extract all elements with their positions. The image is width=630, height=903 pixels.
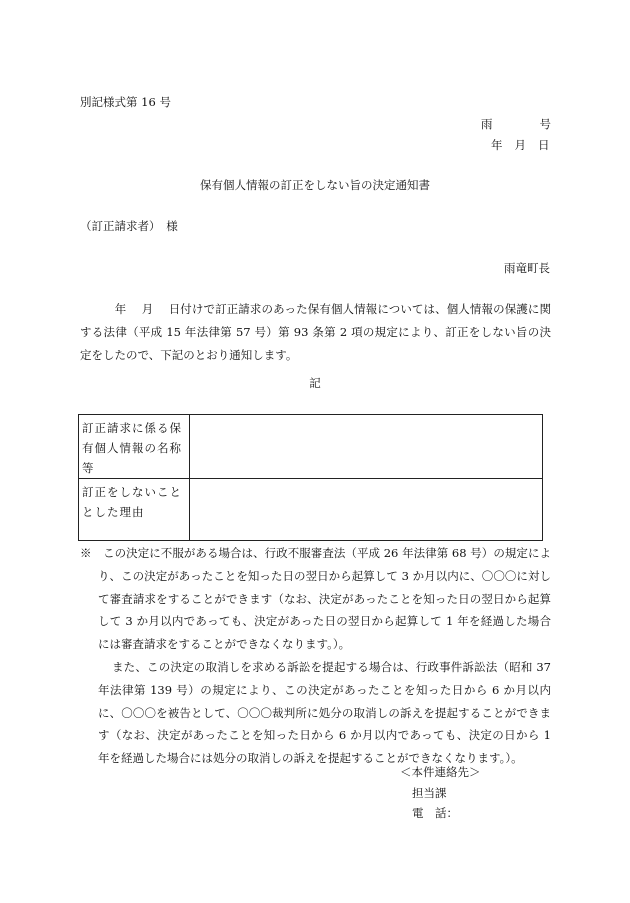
table-row <box>79 415 543 479</box>
document-title: 保有個人情報の訂正をしない旨の決定通知書 <box>200 178 430 192</box>
note-lawsuit: また、この決定の取消しを求める訴訟を提起する場合は、行政事件訴訟法（昭和 37 年法律第 139 号）の規定により、この決定があったことを知った日から 6 か月以内に、〇〇〇を被告として、〇〇〇裁判所に処分の取消しの訴えを提起することができます（なお、決定があったことを知った日から 6 か月以内であっても、決定の日から 1 年を経過した場合には処分の取消しの訴えを提起することができなくなります。）。 <box>98 659 551 766</box>
date-day-label: 日 <box>538 138 550 152</box>
contact-block <box>400 762 481 824</box>
notes-section <box>80 542 551 770</box>
date-year-label: 年 <box>491 138 503 152</box>
contact-department: 担当課 <box>412 785 447 800</box>
issuer: 雨竜町長 <box>504 261 550 275</box>
row1-value <box>190 415 543 479</box>
addressee: （訂正請求者） 様 <box>80 219 178 233</box>
info-table <box>78 414 543 541</box>
row2-value <box>190 479 543 541</box>
reference-prefix: 雨 <box>481 117 493 131</box>
ki-heading: 記 <box>309 376 321 390</box>
row2-label: 訂正をしないこととした理由 <box>79 479 190 541</box>
contact-heading: ＜本件連絡先＞ <box>400 765 481 779</box>
reference-suffix: 号 <box>539 117 551 131</box>
notice-body: 年 月 日付けで訂正請求のあった保有個人情報については、個人情報の保護に関する法律（平成 15 年法律第 57 号）第 93 条第 2 項の規定により、訂正をしない旨の決定をしたので、下記のとおり通知します。 <box>80 302 551 362</box>
table-row <box>79 479 543 541</box>
contact-phone: 電 話： <box>412 806 458 820</box>
row1-label: 訂正請求に係る保有個人情報の名称等 <box>79 415 190 479</box>
note-appeal: ※ この決定に不服がある場合は、行政不服審査法（平成 26 年法律第 68 号）の規定により、この決定があったことを知った日の翌日から起算して 3 か月以内に、〇〇〇に対して審査請求をすることができます（なお、決定があったことを知った日の翌日から起算して 3 か月以内であっても、決定があった日の翌日から起算して 1 年を経過した場合には審査請求をすることができなくなります。）。 <box>80 546 551 652</box>
issue-date <box>491 140 550 152</box>
form-number: 別記様式第 16 号 <box>80 95 171 109</box>
date-month-label: 月 <box>514 138 526 152</box>
